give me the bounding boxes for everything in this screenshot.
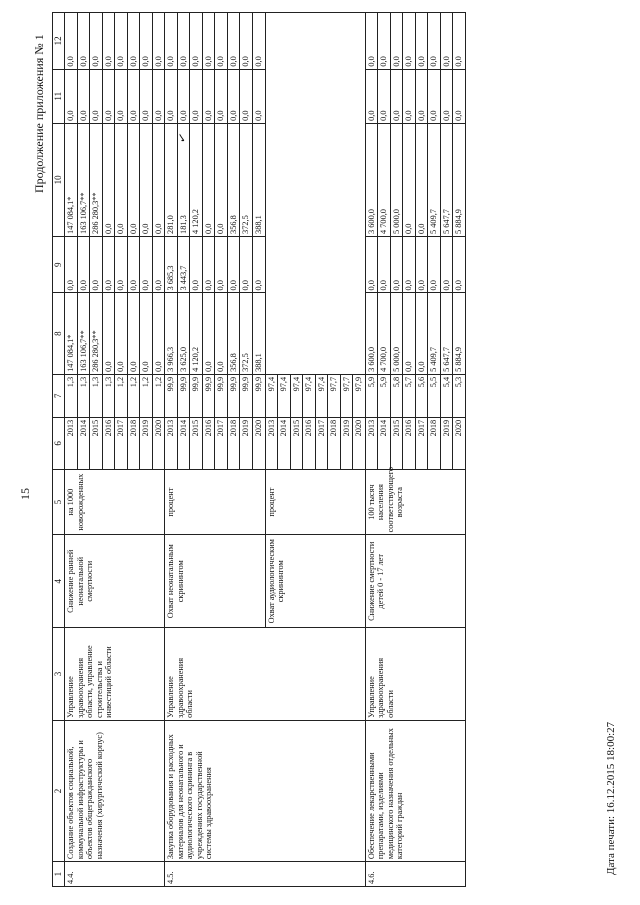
local-funding: 0,0 [165,69,178,123]
executor: Управление здравоохранения области [365,628,465,721]
indicator-value: 99,9 [165,374,178,417]
federal-funding: 0,0 [202,236,215,293]
regional-funding: 388,1 [252,123,265,236]
federal-funding: 0,0 [390,236,403,293]
federal-funding: 0,0 [65,236,78,293]
federal-funding: 3 443,7 [177,236,190,293]
indicator-value: 1,2 [127,374,140,417]
local-funding: 0,0 [177,69,190,123]
year-cell: 2016 [403,417,416,469]
total-funding: 3 625,0 [177,293,190,374]
unit: процент [165,469,265,535]
federal-funding: 0,0 [90,236,103,293]
regional-funding: 0,0 [140,123,153,236]
table-row [165,13,178,887]
indicator-value: 99,9 [177,374,190,417]
indicator-value: 97,7 [328,374,341,417]
local-funding: 0,0 [390,69,403,123]
indicator-value: 97,9 [353,374,366,417]
total-funding: 0,0 [140,293,153,374]
col-header: 11 [53,69,65,123]
other-funding: 0,0 [152,13,165,70]
table-row [65,13,78,887]
local-funding: 0,0 [440,69,453,123]
empty-funding-block [265,13,365,375]
total-funding: 0,0 [152,293,165,374]
total-funding: 388,1 [252,293,265,374]
local-funding: 0,0 [202,69,215,123]
col-header: 1 [53,862,65,887]
indicator-value: 5,4 [440,374,453,417]
local-funding: 0,0 [415,69,428,123]
section-number: 4.5. [165,862,366,887]
other-funding: 0,0 [415,13,428,70]
indicator-value: 1,3 [77,374,90,417]
regional-funding: 372,5 [240,123,253,236]
indicator-value: 5,5 [428,374,441,417]
other-funding: 0,0 [127,13,140,70]
indicator-value: 5,9 [378,374,391,417]
other-funding: 0,0 [365,13,378,70]
federal-funding: 0,0 [415,236,428,293]
local-funding: 0,0 [140,69,153,123]
indicator-name: Снижение ранней неонатальной смертности [65,535,165,628]
col-header: 8 [53,293,65,374]
regional-funding: 0,0 [115,123,128,236]
measure-name: Закупка оборудования и расходных материалов для неонатального и аудиологического скрининга в учреждениях государственной системы здравоохранения [165,720,366,861]
federal-funding: 0,0 [403,236,416,293]
other-funding: 0,0 [202,13,215,70]
regional-funding: 4 120,2 [190,123,203,236]
indicator-value: 1,3 [65,374,78,417]
indicator-value: 97,4 [315,374,328,417]
year-cell: 2018 [227,417,240,469]
local-funding: 0,0 [227,69,240,123]
federal-funding: 0,0 [115,236,128,293]
year-cell: 2015 [190,417,203,469]
indicator-value: 97,4 [278,374,291,417]
year-cell: 2018 [328,417,341,469]
federal-funding: 0,0 [140,236,153,293]
federal-funding: 0,0 [365,236,378,293]
indicator-value: 99,9 [252,374,265,417]
total-funding: 0,0 [415,293,428,374]
local-funding: 0,0 [152,69,165,123]
local-funding: 0,0 [102,69,115,123]
other-funding: 0,0 [378,13,391,70]
checkmark-icon: ✓ [173,130,191,145]
regional-funding: 0,0 [102,123,115,236]
indicator-value: 99,9 [227,374,240,417]
regional-funding: 5 000,0 [390,123,403,236]
indicator-value: 97,4 [303,374,316,417]
total-funding: 5 000,0 [390,293,403,374]
year-cell: 2016 [303,417,316,469]
total-funding: 0,0 [115,293,128,374]
other-funding: 0,0 [428,13,441,70]
indicator-value: 5,9 [365,374,378,417]
other-funding: 0,0 [165,13,178,70]
year-cell: 2020 [152,417,165,469]
federal-funding: 0,0 [77,236,90,293]
other-funding: 0,0 [227,13,240,70]
local-funding: 0,0 [378,69,391,123]
year-cell: 2017 [215,417,228,469]
regional-funding: 147 084,1* [65,123,78,236]
regional-funding: 0,0 [127,123,140,236]
other-funding: 0,0 [252,13,265,70]
year-cell: 2020 [353,417,366,469]
indicator-value: 97,4 [290,374,303,417]
federal-funding: 0,0 [152,236,165,293]
year-cell: 2015 [290,417,303,469]
col-header: 4 [53,535,65,628]
regional-funding: 163 106,7** [77,123,90,236]
print-date: Дата печати: 16.12.2015 18:00:27 [605,721,617,875]
local-funding: 0,0 [453,69,466,123]
local-funding: 0,0 [90,69,103,123]
measure-name: Создание объектов социальной, коммунальной инфраструктуры и объектов общегражданского назначения (хирургический корпус) [65,720,165,861]
local-funding: 0,0 [240,69,253,123]
federal-funding: 0,0 [453,236,466,293]
total-funding: 3 966,3 [165,293,178,374]
year-cell: 2018 [127,417,140,469]
year-cell: 2014 [378,417,391,469]
total-funding: 4 120,2 [190,293,203,374]
col-header: 6 [53,417,65,469]
indicator-value: 5,6 [415,374,428,417]
local-funding: 0,0 [215,69,228,123]
regional-funding: 5 647,7 [440,123,453,236]
total-funding: 0,0 [102,293,115,374]
local-funding: 0,0 [190,69,203,123]
federal-funding: 0,0 [102,236,115,293]
indicator-value: 97,4 [265,374,278,417]
indicator-name: Охват аудиологическим скринингом [265,535,365,628]
local-funding: 0,0 [77,69,90,123]
federal-funding: 0,0 [215,236,228,293]
indicator-name: Снижение смертности детей 0 - 17 лет [365,535,465,628]
regional-funding: 281,0 [165,123,178,236]
local-funding: 0,0 [252,69,265,123]
indicator-value: 1,3 [102,374,115,417]
regional-funding: 356,8 [227,123,240,236]
federal-funding: 0,0 [428,236,441,293]
other-funding: 0,0 [403,13,416,70]
section-number: 4.4. [65,862,165,887]
year-cell: 2014 [177,417,190,469]
year-cell: 2019 [340,417,353,469]
total-funding: 0,0 [215,293,228,374]
total-funding: 147 084,1* [65,293,78,374]
indicator-value: 1,2 [152,374,165,417]
indicator-value: 99,9 [215,374,228,417]
year-cell: 2014 [77,417,90,469]
header-row [53,13,65,887]
indicator-value: 5,7 [403,374,416,417]
indicator-value: 1,2 [115,374,128,417]
federal-funding: 0,0 [252,236,265,293]
regional-funding: 4 700,0 [378,123,391,236]
section-number: 4.6. [365,862,465,887]
col-header: 5 [53,469,65,535]
year-cell: 2020 [252,417,265,469]
executor: Управление здравоохранения области, управление строительства и инвестиций области [65,628,165,721]
year-cell: 2019 [140,417,153,469]
indicator-name: Охват неонатальным скринингом [165,535,265,628]
federal-funding: 3 685,3 [165,236,178,293]
total-funding: 3 600,0 [365,293,378,374]
indicator-value: 99,9 [190,374,203,417]
regional-funding: 5 884,9 [453,123,466,236]
total-funding: 5 884,9 [453,293,466,374]
year-cell: 2013 [65,417,78,469]
total-funding: 5 409,7 [428,293,441,374]
unit: процент [265,469,365,535]
year-cell: 2013 [365,417,378,469]
year-cell: 2013 [165,417,178,469]
year-cell: 2015 [390,417,403,469]
continuation-label: Продолжение приложения № 1 [32,34,46,193]
other-funding: 0,0 [77,13,90,70]
year-cell: 2014 [278,417,291,469]
other-funding: 0,0 [390,13,403,70]
other-funding: 0,0 [440,13,453,70]
regional-funding: 0,0 [403,123,416,236]
measure-name: Обеспечение лекарственными препаратами, изделиями медицинского назначения отдельных категорий граждан [365,720,465,861]
total-funding: 163 106,7** [77,293,90,374]
regional-funding: 0,0 [202,123,215,236]
year-cell: 2016 [102,417,115,469]
total-funding: 0,0 [403,293,416,374]
other-funding: 0,0 [102,13,115,70]
regional-funding: 181,3 [177,123,190,236]
col-header: 12 [53,13,65,70]
local-funding: 0,0 [403,69,416,123]
unit: на 1000 новорожденных [65,469,165,535]
year-cell: 2015 [90,417,103,469]
indicator-value: 1,3 [90,374,103,417]
indicator-value: 1,2 [140,374,153,417]
col-header: 3 [53,628,65,721]
federal-funding: 0,0 [378,236,391,293]
regional-funding: 3 600,0 [365,123,378,236]
total-funding: 286 280,3** [90,293,103,374]
year-cell: 2020 [453,417,466,469]
other-funding: 0,0 [140,13,153,70]
federal-funding: 0,0 [127,236,140,293]
col-header: 9 [53,236,65,293]
table-row [365,13,378,887]
total-funding: 372,5 [240,293,253,374]
federal-funding: 0,0 [440,236,453,293]
regional-funding: 286 280,3** [90,123,103,236]
indicator-value: 5,3 [453,374,466,417]
executor: Управление здравоохранения области [165,628,366,721]
year-cell: 2017 [115,417,128,469]
total-funding: 4 700,0 [378,293,391,374]
regional-funding: 0,0 [215,123,228,236]
other-funding: 0,0 [65,13,78,70]
total-funding: 5 647,7 [440,293,453,374]
regional-funding: 5 409,7 [428,123,441,236]
federal-funding: 0,0 [227,236,240,293]
other-funding: 0,0 [453,13,466,70]
program-table [52,12,466,887]
year-cell: 2013 [265,417,278,469]
year-cell: 2017 [415,417,428,469]
other-funding: 0,0 [190,13,203,70]
indicator-value: 97,7 [340,374,353,417]
total-funding: 0,0 [127,293,140,374]
col-header: 7 [53,374,65,417]
other-funding: 0,0 [215,13,228,70]
federal-funding: 0,0 [240,236,253,293]
col-header: 10 [53,123,65,236]
total-funding: 0,0 [202,293,215,374]
local-funding: 0,0 [127,69,140,123]
year-cell: 2016 [202,417,215,469]
year-cell: 2019 [240,417,253,469]
unit: 100 тысяч населения соответствующего возраста [365,469,465,535]
indicator-value: 99,9 [202,374,215,417]
year-cell: 2018 [428,417,441,469]
year-cell: 2019 [440,417,453,469]
col-header: 2 [53,720,65,861]
year-cell: 2017 [315,417,328,469]
page-number: 15 [18,488,32,500]
other-funding: 0,0 [177,13,190,70]
local-funding: 0,0 [65,69,78,123]
federal-funding: 0,0 [190,236,203,293]
regional-funding: 0,0 [415,123,428,236]
indicator-value: 99,9 [240,374,253,417]
local-funding: 0,0 [428,69,441,123]
indicator-value: 5,8 [390,374,403,417]
local-funding: 0,0 [365,69,378,123]
regional-funding: 0,0 [152,123,165,236]
total-funding: 356,8 [227,293,240,374]
other-funding: 0,0 [115,13,128,70]
other-funding: 0,0 [90,13,103,70]
other-funding: 0,0 [240,13,253,70]
local-funding: 0,0 [115,69,128,123]
